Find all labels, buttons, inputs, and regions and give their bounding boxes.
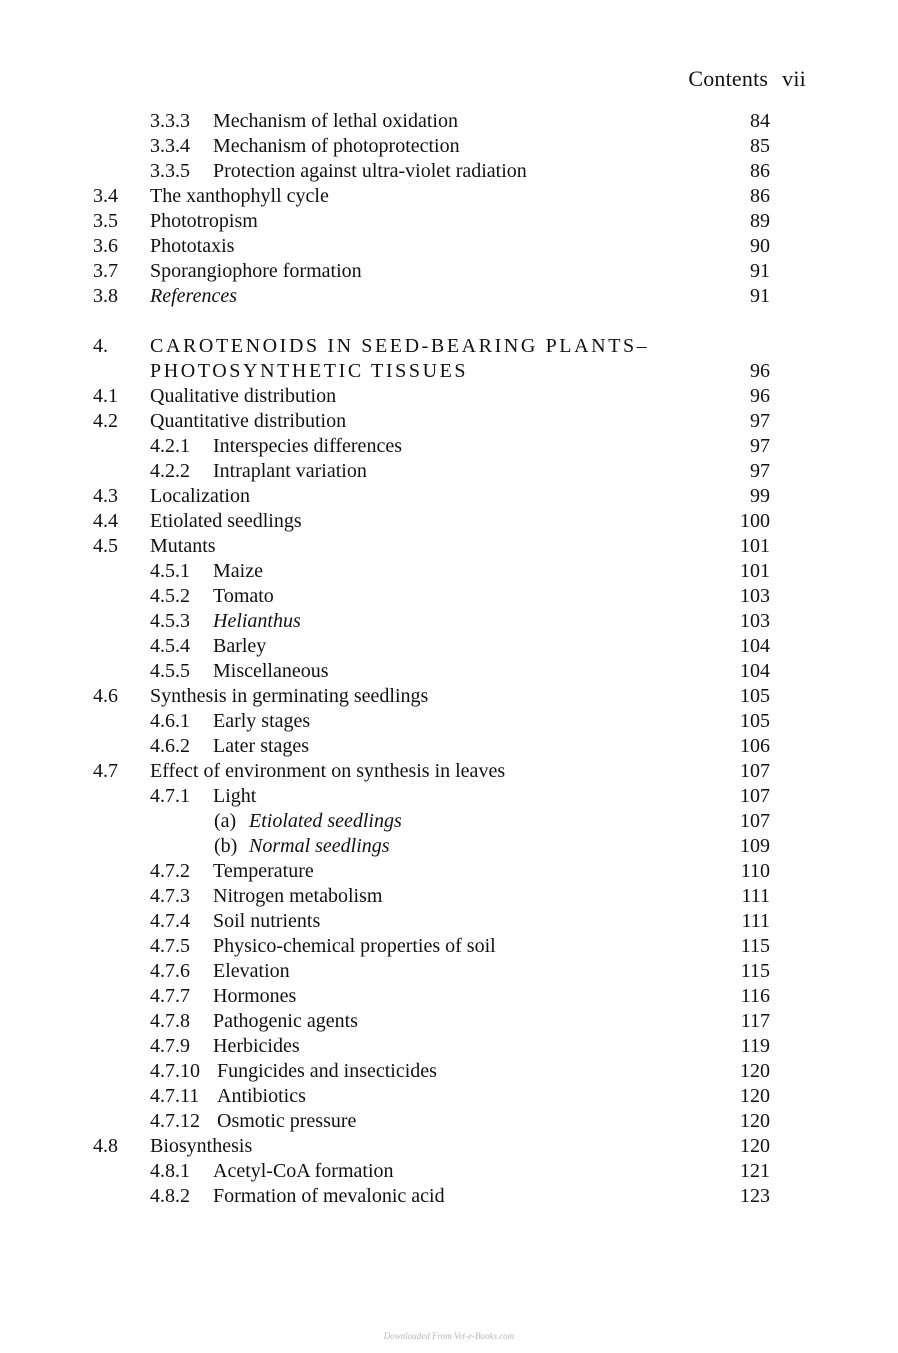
entry-number: 4.1 bbox=[93, 385, 118, 407]
entry-number: 4.7.8 bbox=[150, 1010, 190, 1032]
entry-title: Soil nutrients bbox=[213, 910, 321, 932]
toc-entry bbox=[0, 209, 898, 234]
entry-title: The xanthophyll cycle bbox=[150, 185, 329, 207]
entry-number: 3.3.3 bbox=[150, 110, 190, 132]
entry-page-number: 116 bbox=[740, 985, 770, 1007]
entry-number: 4.7.7 bbox=[150, 985, 190, 1007]
toc-entry bbox=[0, 384, 898, 409]
entry-page-number: 107 bbox=[740, 785, 770, 807]
toc-entry bbox=[0, 934, 898, 959]
entry-page-number: 103 bbox=[740, 585, 770, 607]
toc-entry bbox=[0, 959, 898, 984]
entry-title: Temperature bbox=[213, 860, 314, 882]
toc-entry bbox=[0, 484, 898, 509]
entry-title: Hormones bbox=[213, 985, 297, 1007]
toc-entry bbox=[0, 1009, 898, 1034]
entry-page-number: 101 bbox=[740, 535, 770, 557]
entry-title: Tomato bbox=[213, 585, 274, 607]
toc-entry bbox=[0, 1159, 898, 1184]
entry-title: Phototaxis bbox=[150, 235, 235, 257]
entry-title: Helianthus bbox=[213, 610, 301, 632]
toc-entry bbox=[0, 734, 898, 759]
entry-page-number: 117 bbox=[740, 1010, 770, 1032]
entry-title: Elevation bbox=[213, 960, 290, 982]
entry-number: 3.3.5 bbox=[150, 160, 190, 182]
toc-entry bbox=[0, 559, 898, 584]
entry-number: 4.3 bbox=[93, 485, 118, 507]
entry-title: Mechanism of photoprotection bbox=[213, 135, 460, 157]
entry-page-number: 120 bbox=[740, 1060, 770, 1082]
entry-number: 4.7.10 bbox=[150, 1060, 200, 1082]
toc-entry bbox=[0, 684, 898, 709]
entry-page-number: 96 bbox=[750, 360, 770, 382]
entry-page-number: 111 bbox=[741, 910, 770, 932]
entry-page-number: 120 bbox=[740, 1135, 770, 1157]
entry-page-number: 90 bbox=[750, 235, 770, 257]
entry-number: 4.7.3 bbox=[150, 885, 190, 907]
toc-entry bbox=[0, 609, 898, 634]
entry-number: 4.7.2 bbox=[150, 860, 190, 882]
entry-number: (a) bbox=[214, 810, 237, 832]
toc-entry bbox=[0, 759, 898, 784]
entry-number: 4.5.3 bbox=[150, 610, 190, 632]
entry-page-number: 89 bbox=[750, 210, 770, 232]
entry-page-number: 105 bbox=[740, 685, 770, 707]
entry-page-number: 115 bbox=[740, 935, 770, 957]
entry-page-number: 84 bbox=[750, 110, 770, 132]
entry-page-number: 123 bbox=[740, 1185, 770, 1207]
entry-page-number: 97 bbox=[750, 435, 770, 457]
toc-entry bbox=[0, 1084, 898, 1109]
entry-page-number: 120 bbox=[740, 1085, 770, 1107]
entry-page-number: 115 bbox=[740, 960, 770, 982]
entry-title: Normal seedlings bbox=[249, 835, 390, 857]
entry-title: Barley bbox=[213, 635, 267, 657]
entry-title: Antibiotics bbox=[217, 1085, 306, 1107]
entry-number: 3.5 bbox=[93, 210, 118, 232]
entry-title: References bbox=[150, 285, 237, 307]
toc-entry bbox=[0, 334, 898, 359]
toc-entry bbox=[0, 1109, 898, 1134]
entry-number: 3.8 bbox=[93, 285, 118, 307]
toc-entry bbox=[0, 984, 898, 1009]
entry-number: 4.6.2 bbox=[150, 735, 190, 757]
toc-entry bbox=[0, 159, 898, 184]
entry-number: (b) bbox=[214, 835, 238, 857]
entry-page-number: 91 bbox=[750, 260, 770, 282]
toc-entry bbox=[0, 284, 898, 309]
toc-entry bbox=[0, 1134, 898, 1159]
entry-title: Biosynthesis bbox=[150, 1135, 253, 1157]
entry-number: 4. bbox=[93, 335, 108, 357]
entry-title: Mechanism of lethal oxidation bbox=[213, 110, 458, 132]
toc-entry bbox=[0, 434, 898, 459]
running-header bbox=[688, 66, 806, 92]
toc-entry bbox=[0, 184, 898, 209]
toc-entry bbox=[0, 584, 898, 609]
toc-entry bbox=[0, 884, 898, 909]
entry-page-number: 121 bbox=[740, 1160, 770, 1182]
entry-page-number: 107 bbox=[740, 810, 770, 832]
entry-number: 4.7.12 bbox=[150, 1110, 200, 1132]
entry-title: Sporangiophore formation bbox=[150, 260, 362, 282]
entry-page-number: 97 bbox=[750, 460, 770, 482]
entry-number: 4.5.2 bbox=[150, 585, 190, 607]
toc-entry bbox=[0, 859, 898, 884]
entry-number: 4.7.6 bbox=[150, 960, 190, 982]
entry-page-number: 106 bbox=[740, 735, 770, 757]
entry-title: Later stages bbox=[213, 735, 310, 757]
entry-number: 4.5.5 bbox=[150, 660, 190, 682]
entry-number: 4.7.4 bbox=[150, 910, 190, 932]
entry-number: 4.8.1 bbox=[150, 1160, 190, 1182]
toc-entry bbox=[0, 459, 898, 484]
entry-title: Intraplant variation bbox=[213, 460, 367, 482]
entry-title: Etiolated seedlings bbox=[249, 810, 402, 832]
entry-page-number: 97 bbox=[750, 410, 770, 432]
toc-entry bbox=[0, 659, 898, 684]
entry-title: Quantitative distribution bbox=[150, 410, 347, 432]
entry-title: Nitrogen metabolism bbox=[213, 885, 383, 907]
toc-entry bbox=[0, 709, 898, 734]
entry-number: 4.5.1 bbox=[150, 560, 190, 582]
entry-title: Maize bbox=[213, 560, 263, 582]
entry-number: 4.7.9 bbox=[150, 1035, 190, 1057]
entry-title: Localization bbox=[150, 485, 250, 507]
entry-title: Fungicides and insecticides bbox=[217, 1060, 437, 1082]
entry-page-number: 100 bbox=[740, 510, 770, 532]
toc-entry bbox=[0, 784, 898, 809]
entry-title: Interspecies differences bbox=[213, 435, 402, 457]
header-title: Contents bbox=[688, 66, 769, 91]
entry-page-number: 111 bbox=[741, 885, 770, 907]
entry-title: Synthesis in germinating seedlings bbox=[150, 685, 429, 707]
entry-number: 3.7 bbox=[93, 260, 118, 282]
entry-title: Phototropism bbox=[150, 210, 258, 232]
entry-page-number: 85 bbox=[750, 135, 770, 157]
entry-title: Pathogenic agents bbox=[213, 1010, 358, 1032]
toc-entry bbox=[0, 809, 898, 834]
entry-number: 3.6 bbox=[93, 235, 118, 257]
entry-number: 4.6.1 bbox=[150, 710, 190, 732]
entry-number: 4.6 bbox=[93, 685, 118, 707]
entry-title: Etiolated seedlings bbox=[150, 510, 302, 532]
toc-entry bbox=[0, 1059, 898, 1084]
entry-page-number: 104 bbox=[740, 635, 770, 657]
toc-entry bbox=[0, 909, 898, 934]
entry-title: Miscellaneous bbox=[213, 660, 329, 682]
entry-number: 4.2 bbox=[93, 410, 118, 432]
entry-title: Physico-chemical properties of soil bbox=[213, 935, 496, 957]
entry-number: 4.7.5 bbox=[150, 935, 190, 957]
entry-title: Protection against ultra-violet radiation bbox=[213, 160, 527, 182]
entry-number: 4.8 bbox=[93, 1135, 118, 1157]
entry-page-number: 120 bbox=[740, 1110, 770, 1132]
entry-page-number: 101 bbox=[740, 560, 770, 582]
toc-entry bbox=[0, 834, 898, 859]
toc-entry bbox=[0, 1034, 898, 1059]
toc-entry bbox=[0, 534, 898, 559]
entry-page-number: 110 bbox=[740, 860, 770, 882]
entry-page-number: 105 bbox=[740, 710, 770, 732]
toc-entry bbox=[0, 509, 898, 534]
entry-number: 4.4 bbox=[93, 510, 118, 532]
entry-title: Herbicides bbox=[213, 1035, 300, 1057]
entry-title: Mutants bbox=[150, 535, 216, 557]
entry-page-number: 86 bbox=[750, 185, 770, 207]
entry-number: 4.7.1 bbox=[150, 785, 190, 807]
entry-page-number: 109 bbox=[740, 835, 770, 857]
entry-title: Osmotic pressure bbox=[217, 1110, 357, 1132]
entry-number: 3.3.4 bbox=[150, 135, 190, 157]
toc-entry bbox=[0, 359, 898, 384]
entry-page-number: 91 bbox=[750, 285, 770, 307]
entry-number: 4.7 bbox=[93, 760, 118, 782]
toc-entry bbox=[0, 259, 898, 284]
entry-title: Formation of mevalonic acid bbox=[213, 1185, 445, 1207]
entry-page-number: 104 bbox=[740, 660, 770, 682]
entry-number: 4.5 bbox=[93, 535, 118, 557]
entry-title: Effect of environment on synthesis in leaves bbox=[150, 760, 506, 782]
entry-page-number: 119 bbox=[740, 1035, 770, 1057]
entry-number: 4.2.2 bbox=[150, 460, 190, 482]
toc-entry bbox=[0, 134, 898, 159]
entry-page-number: 96 bbox=[750, 385, 770, 407]
toc-entry bbox=[0, 409, 898, 434]
entry-title: Qualitative distribution bbox=[150, 385, 337, 407]
toc-entry bbox=[0, 234, 898, 259]
entry-page-number: 103 bbox=[740, 610, 770, 632]
entry-number: 3.4 bbox=[93, 185, 118, 207]
entry-page-number: 99 bbox=[750, 485, 770, 507]
entry-page-number: 86 bbox=[750, 160, 770, 182]
entry-title: Acetyl-CoA formation bbox=[213, 1160, 394, 1182]
entry-page-number: 107 bbox=[740, 760, 770, 782]
footer-watermark: Downloaded From Vet-e-Books.com bbox=[383, 1331, 515, 1341]
toc-entry bbox=[0, 1184, 898, 1209]
entry-number: 4.5.4 bbox=[150, 635, 190, 657]
entry-number: 4.8.2 bbox=[150, 1185, 190, 1207]
entry-number: 4.7.11 bbox=[150, 1085, 200, 1107]
entry-title: Early stages bbox=[213, 710, 311, 732]
chapter-title: PHOTOSYNTHETIC TISSUES bbox=[150, 360, 469, 382]
toc-entry bbox=[0, 109, 898, 134]
header-page-number: vii bbox=[782, 66, 806, 91]
chapter-title: CAROTENOIDS IN SEED-BEARING PLANTS– bbox=[150, 335, 650, 357]
toc-entry bbox=[0, 634, 898, 659]
entry-title: Light bbox=[213, 785, 257, 807]
entry-number: 4.2.1 bbox=[150, 435, 190, 457]
